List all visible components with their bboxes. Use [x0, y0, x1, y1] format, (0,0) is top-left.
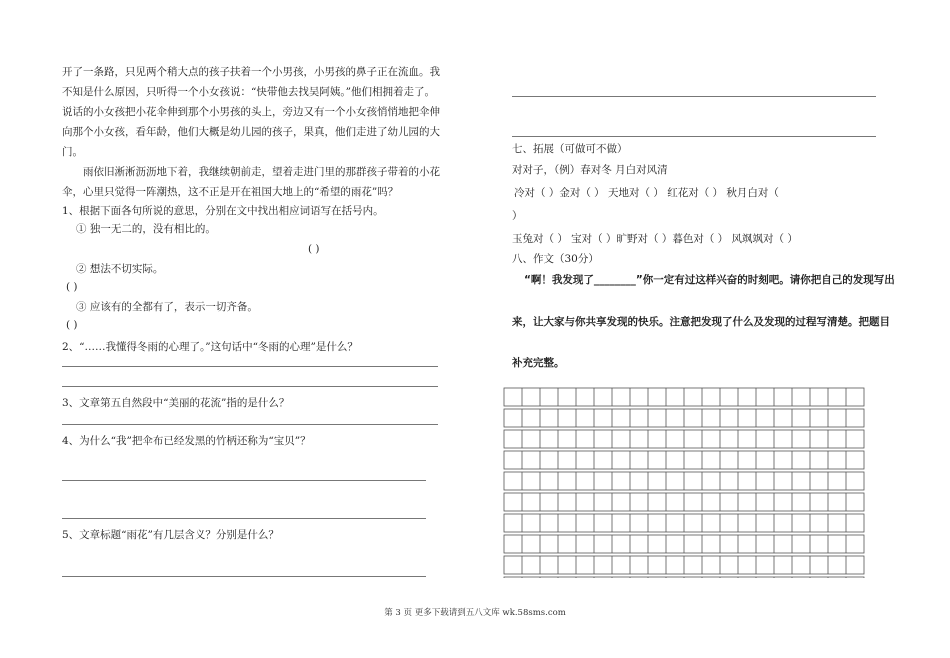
question-1: 1、根据下面各句所说的意思，分别在文中找出相应词语写在括号内。 — [62, 205, 384, 217]
answer-line[interactable] — [62, 518, 426, 519]
question-1-item-b: ② 想法不切实际。 — [76, 263, 164, 275]
couplet-row-1: 冷对（ ）金对（ ） 天地对（ ） 红花对（ ） 秋月白对（ — [514, 187, 779, 199]
story-paragraph-2: 雨依旧淅淅沥沥地下着，我继续朝前走，望着走进门里的那群孩子带着的小花伞，心里只觉得一阵潮热，这不正是开在祖国大地上的“希望的雨花”吗？ — [62, 166, 440, 198]
composition-grid[interactable] — [502, 386, 882, 578]
question-1-item-c: ③ 应该有的全都有了，表示一切齐备。 — [76, 301, 258, 313]
question-3: 3、文章第五自然段中“美丽的花流”指的是什么？ — [62, 397, 290, 409]
question-1-item-a: ① 独一无二的，没有相比的。 — [76, 223, 216, 235]
question-2: 2、“……我懂得冬雨的心理了。”这句话中“冬雨的心理”是什么？ — [62, 341, 358, 353]
page-footer: 第 3 页 更多下载请到五八文库 wk.58sms.com — [384, 608, 566, 618]
couplet-row-1-end: ） — [512, 210, 523, 222]
section-7-title: 七、拓展（可做可不做） — [512, 143, 628, 155]
section-7-example: 对对子，（例）春对冬 月白对风清 — [512, 164, 668, 176]
question-5: 5、文章标题“雨花”有几层含义？分别是什么？ — [62, 529, 279, 541]
couplet-row-2: 玉兔对（ ） 宝对（ ）旷野对（ ）暮色对（ ） 风飒飒对（ ） — [512, 233, 798, 245]
question-1-item-a-blank[interactable]: ( ) — [308, 243, 320, 255]
question-4: 4、为什么“我”把伞布已经发黑的竹柄还称为“宝贝”？ — [62, 435, 311, 447]
composition-prompt-line-1: “啊！我发现了________”你一定有过这样兴奋的时刻吧。请你把自己的发现写出 — [524, 274, 895, 286]
story-paragraph-1: 开了一条路，只见两个稍大点的孩子扶着一个小男孩，小男孩的鼻子正在流血。我不知是什么原因，只听得一个小女孩说：“快带他去找吴阿姨。”他们相拥着走了。说话的小女孩把小花伞伸到那个小男孩的头上，旁边又有一个小女孩悄悄地把伞伸向那个小女孩，看年龄，他们大概是幼儿园的孩子，果真，他们走进了幼儿园的大门。 — [62, 66, 440, 158]
question-1-item-b-blank[interactable]: ( ) — [66, 281, 78, 293]
section-8-title: 八、作文（30分） — [512, 253, 599, 265]
answer-line[interactable] — [62, 480, 426, 481]
composition-prompt-line-2: 来，让大家与你共享发现的快乐。注意把发现了什么及发现的过程写清楚。把题目 — [512, 316, 890, 328]
answer-line[interactable] — [512, 96, 876, 97]
composition-prompt-line-3: 补充完整。 — [512, 357, 565, 369]
answer-line[interactable] — [512, 136, 876, 137]
answer-line[interactable] — [62, 386, 438, 387]
answer-line[interactable] — [62, 576, 426, 577]
question-1-item-c-blank[interactable]: ( ) — [66, 319, 78, 331]
answer-line[interactable] — [62, 424, 438, 425]
answer-line[interactable] — [62, 366, 438, 367]
